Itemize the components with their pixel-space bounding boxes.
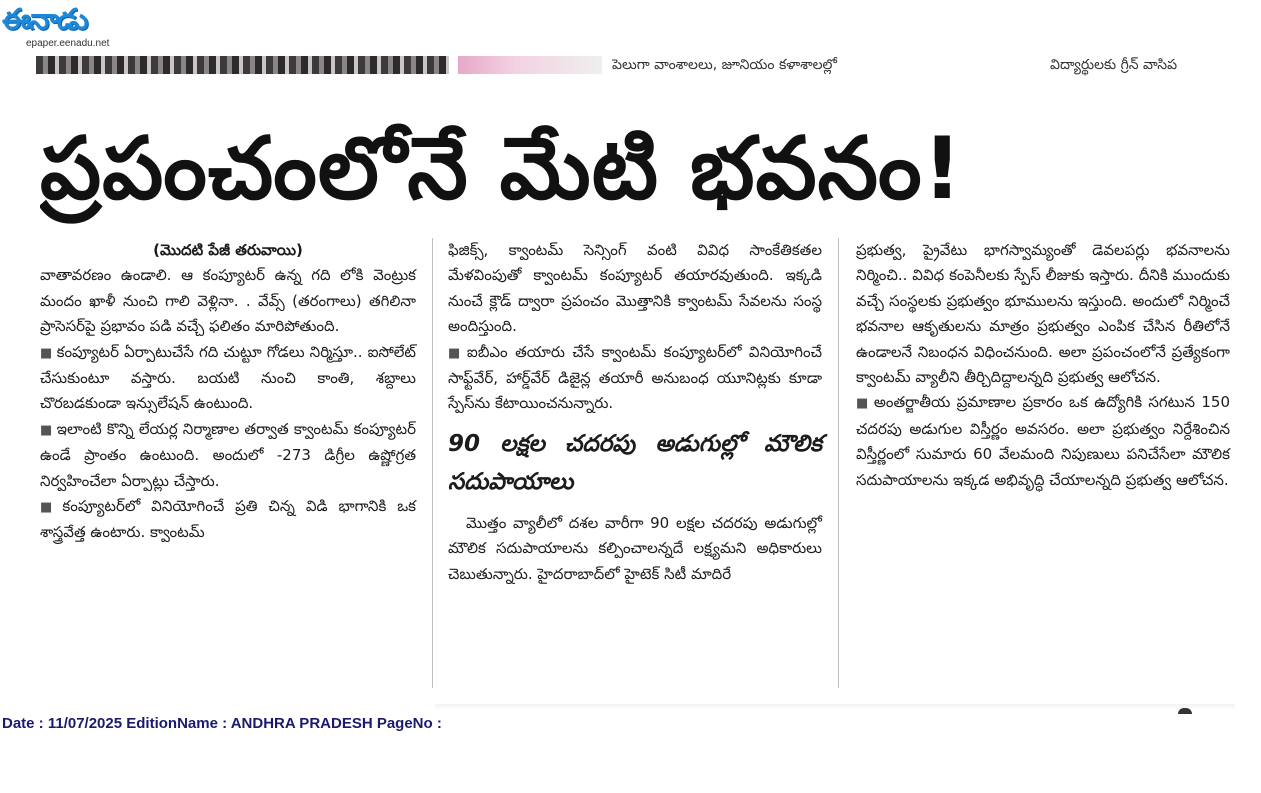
column-divider bbox=[432, 238, 433, 688]
paragraph: ప్రభుత్వ, ప్రైవేటు భాగస్వామ్యంతో డెవలపర్లు భవనాలను నిర్మించి.. వివిధ కంపెనీలకు స్పేస్ లీజుకు ఇస్తారు. దీనికి ముందుకు వచ్చే సంస్థలకు ప్రభుత్వం భూములను ఇస్తుంది. అందులో నిర్మించే భవనాల ఆకృతులను మాత్రం ప్రభుత్వం ఎంపిక చేసిన రీతిలోనే ఉండాలనే నిబంధన విధించనుంది. అలా ప్రపంచంలోనే ప్రత్యేకంగా క్వాంటమ్ వ్యాలీని తీర్చిదిద్దాలన్నది ప్రభుత్వ ఆలోచన. bbox=[856, 241, 1230, 387]
square-bullet-icon: ■ bbox=[40, 345, 53, 361]
continuation-kicker: (మొదటి పేజీ తరువాయి) bbox=[153, 241, 303, 259]
paragraph: వాతావరణం ఉండాలి. ఆ కంప్యూటర్ ఉన్న గది లోకి వెంట్రుక మందం ఖాళీ నుంచి గాలి వెళ్లినా. . వేవ్స్ (తరంగాలు) తగిలినా ప్రాసెసర్‌పై ప్రభావం పడి వచ్చే ఫలితం మారిపోతుంది. bbox=[40, 266, 416, 336]
article-headline: ప్రపంచంలోనే మేటి భవనం! bbox=[40, 119, 963, 219]
subheading: 90 లక్షల చదరపు అడుగుల్లో మౌలిక సదుపాయాలు bbox=[448, 430, 822, 495]
paragraph: ■ కంప్యూటర్ ఏర్పాటుచేసే గది చుట్టూ గోడలు నిర్మిస్తూ.. ఐసోలేట్ చేసుకుంటూ వస్తారు. బయటి నుంచి కాంతి, శబ్దాలు చొరబడకుండా ఇన్సులేషన్ ఉంటుంది. bbox=[40, 342, 416, 413]
paragraph: ■ ఇలాంటి కొన్ని లేయర్ల నిర్మాణాల తర్వాత క్వాంటమ్ కంప్యూటర్ ఉండే ప్రాంతం ఉంటుంది. అందులో -273 డిగ్రీల ఉష్ణోగ్రత నిర్వహించేలా ఏర్పాట్లు చేస్తారు. bbox=[40, 419, 416, 490]
edition-info: Date : 11/07/2025 EditionName : ANDHRA PRADESH PageNo : bbox=[2, 715, 442, 732]
cropped-text-line-a: పెలుగా వాంశాలలు, జూనియం కళాశాలల్లో bbox=[612, 57, 837, 73]
logo-wordmark: ఈనాడు bbox=[2, 2, 87, 36]
cropped-photo bbox=[36, 56, 449, 74]
cropped-text-line-b: విద్యార్థులకు గ్రీన్ వాసిప bbox=[1050, 57, 1178, 73]
logo-url: epaper.eenadu.net bbox=[26, 38, 110, 49]
article-column-1 bbox=[40, 238, 416, 546]
square-bullet-icon: ■ bbox=[40, 422, 53, 438]
square-bullet-icon: ■ bbox=[40, 500, 59, 516]
cropped-photo-pink bbox=[458, 56, 602, 74]
paragraph: ■ అంతర్జాతీయ ప్రమాణాల ప్రకారం ఒక ఉద్యోగికి సగటున 150 చదరపు అడుగుల విస్తీర్ణం అవసరం. అలా ప్రభుత్వం నిర్దేశించిన విస్తీర్ణంలో సుమారు 60 వేలమంది నిపుణులు పనిచేసేలా మౌలిక సదుపాయాలను ఇక్కడ అభివృద్ధి చేయాలన్నది ప్రభుత్వ ఆలోచన. bbox=[856, 393, 1230, 489]
paragraph: మొత్తం వ్యాలీలో దశల వారీగా 90 లక్షల చదరపు అడుగుల్లో మౌలిక సదుపాయాలను కల్పించాలన్నదే లక్ష్యమని అధికారులు చెబుతున్నారు. హైదరాబాద్‌లో హైటెక్ సిటీ మాదిరే bbox=[448, 513, 822, 583]
square-bullet-icon: ■ bbox=[448, 345, 463, 361]
paragraph: ■ కంప్యూటర్‌లో వినియోగించే ప్రతి చిన్న విడి భాగానికి ఒక శాస్త్రవేత్త ఉంటారు. క్వాంటమ్ bbox=[40, 497, 416, 542]
article-column-2 bbox=[448, 238, 822, 587]
paragraph: ఫిజిక్స్, క్వాంటమ్ సెన్సింగ్ వంటి వివిధ సాంకేతికతల మేళవింపుతో క్వాంటమ్ కంప్యూటర్ తయారవుతుంది. ఇక్కడి నుంచే క్లౌడ్ ద్వారా ప్రపంచం మొత్తానికి క్వాంటమ్ సేవలను సంస్థ అందిస్తుంది. bbox=[448, 241, 822, 336]
column-divider bbox=[838, 238, 839, 688]
eenadu-logo[interactable] bbox=[2, 2, 137, 52]
article-column-3 bbox=[856, 238, 1230, 493]
square-bullet-icon: ■ bbox=[856, 396, 870, 412]
bottom-edge-shade bbox=[435, 704, 1235, 710]
paragraph: ■ ఐబీఎం తయారు చేసే క్వాంటమ్ కంప్యూటర్‌లో వినియోగించే సాఫ్ట్‌వేర్, హార్డ్‌వేర్ డిజైన్ల తయారీ అనుబంధ యూనిట్లకు కూడా స్పేస్‌ను కేటాయించనున్నారు. bbox=[448, 342, 822, 413]
bottom-edge-mark bbox=[1178, 708, 1192, 714]
